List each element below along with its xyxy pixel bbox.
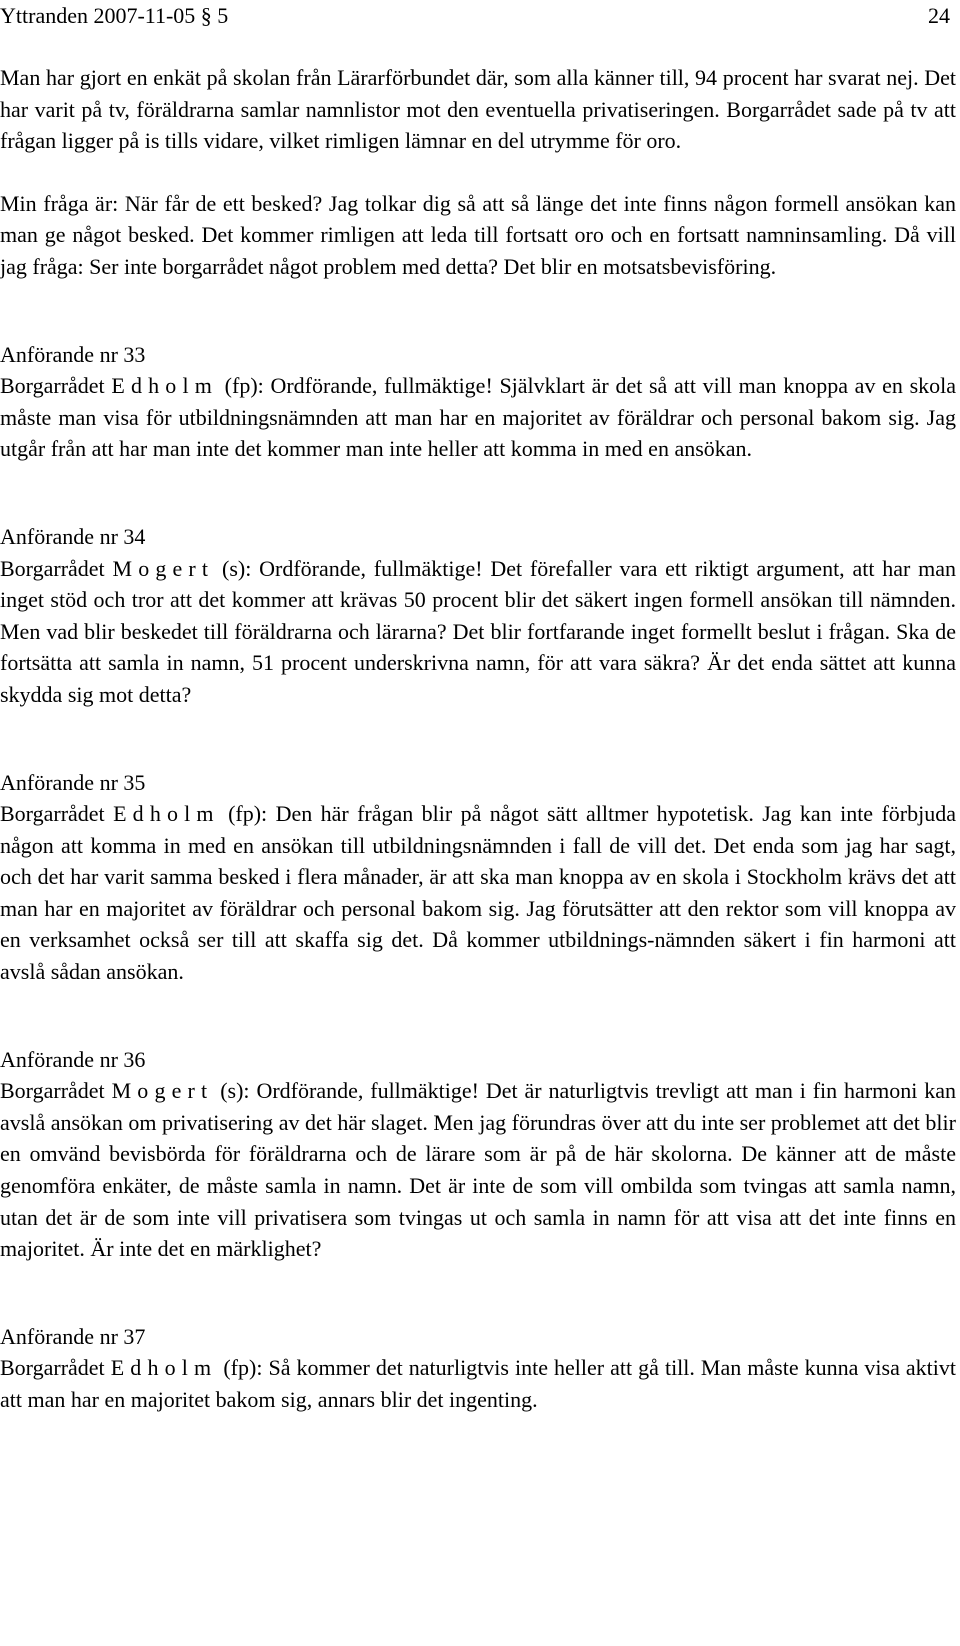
speaker-title: Borgarrådet [0,801,105,827]
speech-heading: Anförande nr 36 [0,1046,146,1072]
speech-text: Ordförande, fullmäktige! Det är naturligtvis trevligt att man i fin harmoni kan avslå ansökan om privatisering av det här slaget. Men jag förundras över att du inte ser problemet att det blir en omvänd bevisbörda för föräldrarna och de lärare som är på de här skolorna. De känner att de måste genomföra enkäter, de måste samla in namn. Det är inte de som vill ombilda som tvingas att samla namn, utan det är de som inte vill privatisera som tvingas ut och samla in namn för att visa att det inte finns en majoritet. Är inte det en märklighet? [0,1078,957,1262]
speech-paragraph [0,798,956,988]
speech-heading: Anförande nr 34 [0,523,146,549]
intro-question-paragraph: Min fråga är: När får de ett besked? Jag tolkar dig så att så länge det inte finns någon formell ansökan kan man ge något besked. Det kommer rimligen att leda till fortsatt oro och en fortsatt namninsamling. Då vill jag fråga: Ser inte borgarrådet något problem med detta? Det blir en motsatsbevisföring. [0,190,956,279]
speech-paragraph [0,553,956,711]
speaker-title: Borgarrådet [0,1078,105,1104]
speaker-title: Borgarrådet [0,373,105,399]
speech-text: Ordförande, fullmäktige! Det förefaller vara ett riktigt argument, att har man inget stöd och tror att det kommer att krävas 50 procent blir det säkert ingen formell ansökan till nämnden. Men vad blir beskedet till föräldrarna och lärarna? Det blir fortfarande inget formellt beslut i frågan. Ska de fortsätta att samla in namn, 51 procent underskrivna namn, för att vara säkra? Är det enda sättet att kunna skydda sig mot detta? [0,555,957,707]
speech-paragraph [0,1075,956,1265]
speech-text: Ordförande, fullmäktige! Självklart är det så att vill man knoppa av en skola måste man visa för utbildningsnämnden att man har en majoritet av föräldrar och personal bakom sig. Jag utgår från att har man inte det kommer man inte heller att komma in med en ansökan. [0,373,957,462]
speech-heading: Anförande nr 35 [0,769,146,795]
speaker-name: Edholm [113,801,220,827]
speech-paragraph [0,1352,956,1415]
intro-paragraph: Man har gjort en enkät på skolan från Lärarförbundet där, som alla känner till, 94 procent har svarat nej. Det har varit på tv, föräldrarna samlar namnlistor mot den eventuella privatiseringen. Borgarrådet sade på tv att frågan ligger på is tills vidare, vilket rimligen lämnar en del utrymme för oro. [0,65,956,154]
page-header [0,0,950,32]
speaker-party: (s): [222,555,252,581]
header-title: Yttranden 2007-11-05 § 5 [0,3,229,28]
speech-heading: Anförande nr 37 [0,1323,146,1349]
document-body [0,62,956,1416]
speech-section [0,1044,956,1265]
speech-section [0,767,956,988]
speaker-party: (s): [220,1078,250,1104]
speech-section [0,521,956,711]
speaker-name: Edholm [111,373,218,399]
speaker-name: Mogert [111,1078,214,1104]
speech-text: Den här frågan blir på något sätt alltmer hypotetisk. Jag kan inte förbjuda någon att komma in med en ansökan till utbildningsnämnden i fall de vill det. Det enda som jag har sagt, och det har varit samma besked i flera månader, är att ska man knoppa av en skola i Stockholm krävs det att man har en majoritet av föräldrar och personal bakom sig. Jag förutsätter att den rektor som vill knoppa av en verksamhet också ser till att skaffa sig det. Då kommer utbildnings-nämnden säkert i fin harmoni att avslå sådan ansökan. [0,801,956,985]
speech-text: Så kommer det naturligtvis inte heller att gå till. Man måste kunna visa aktivt att man har en majoritet bakom sig, annars blir det ingenting. [0,1355,957,1412]
speaker-title: Borgarrådet [0,555,105,581]
speaker-name: Mogert [112,555,215,581]
speech-paragraph [0,370,956,465]
speech-section [0,1321,956,1416]
speaker-party: (fp): [223,1355,263,1381]
speech-section [0,339,956,465]
speaker-party: (fp): [224,373,264,399]
speech-heading: Anförande nr 33 [0,341,146,367]
page-number: 24 [928,3,950,28]
speaker-title: Borgarrådet [0,1355,105,1381]
speaker-name: Edholm [110,1355,218,1381]
speaker-party: (fp): [228,801,268,827]
